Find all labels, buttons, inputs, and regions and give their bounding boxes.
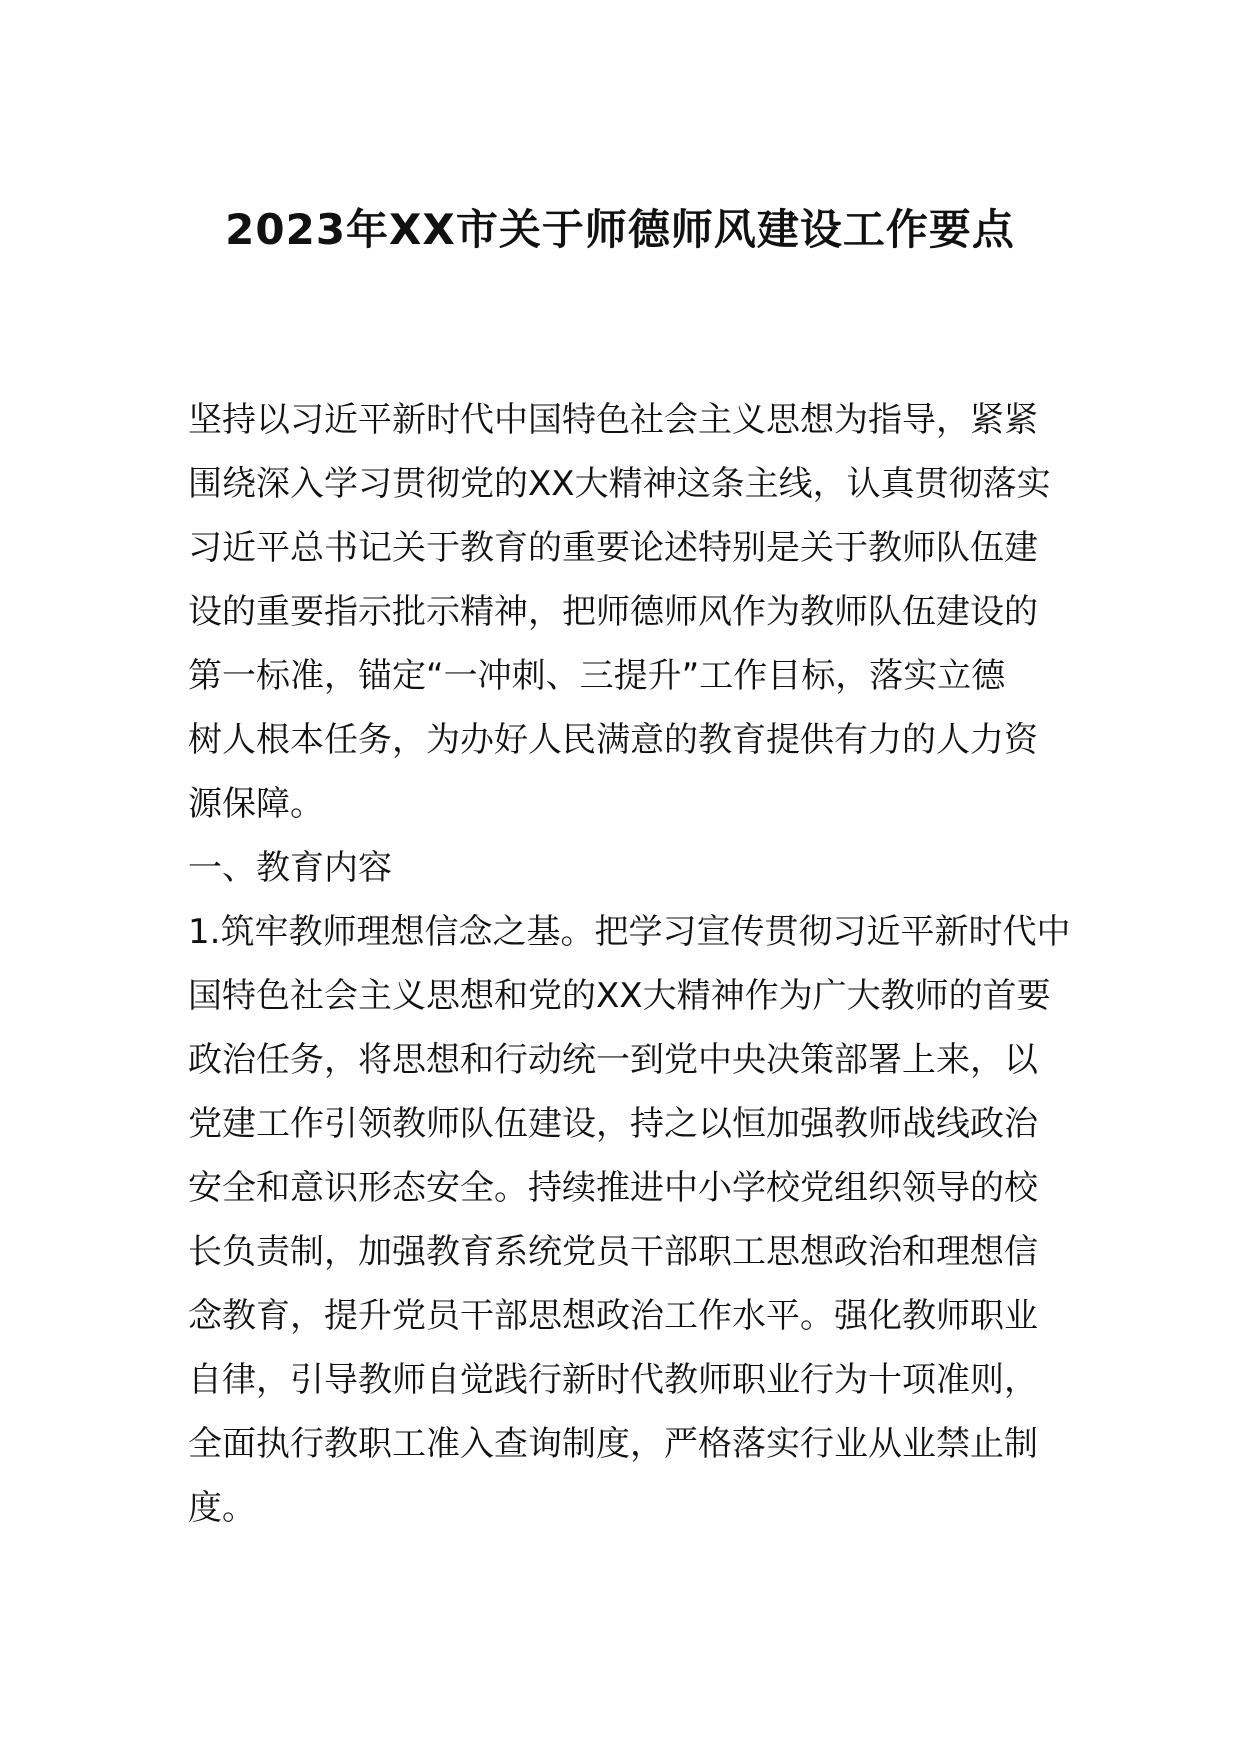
item-1-line-5: 安全和意识形态安全。持续推进中小学校党组织领导的校	[188, 1168, 1038, 1208]
item-1-line-6: 长负责制，加强教育系统党员干部职工思想政治和理想信	[188, 1232, 1038, 1272]
intro-line-5: 第一标准，锚定“一冲刺、三提升”工作目标，落实立德	[188, 656, 1006, 696]
item-1-line-1: 1.筑牢教师理想信念之基。把学习宣传贯彻习近平新时代中	[188, 912, 1071, 952]
section-heading: 一、教育内容	[188, 848, 392, 888]
intro-line-7: 源保障。	[188, 784, 324, 824]
document-title: 2023年XX市关于师德师风建设工作要点	[225, 205, 1015, 254]
intro-line-6: 树人根本任务，为办好人民满意的教育提供有力的人力资	[188, 720, 1038, 760]
document-body	[188, 388, 1071, 1540]
item-1-line-4: 党建工作引领教师队伍建设，持之以恒加强教师战线政治	[188, 1104, 1038, 1144]
item-1-line-8: 自律，引导教师自觉践行新时代教师职业行为十项准则，	[188, 1360, 1038, 1400]
item-1-line-7: 念教育，提升党员干部思想政治工作水平。强化教师职业	[188, 1296, 1038, 1336]
intro-line-2: 围绕深入学习贯彻党的XX大精神这条主线，认真贯彻落实	[188, 464, 1051, 504]
item-1-line-9: 全面执行教职工准入查询制度，严格落实行业从业禁止制	[188, 1424, 1038, 1464]
intro-line-4: 设的重要指示批示精神，把师德师风作为教师队伍建设的	[188, 592, 1038, 632]
intro-line-3: 习近平总书记关于教育的重要论述特别是关于教师队伍建	[188, 528, 1038, 568]
intro-line-1: 坚持以习近平新时代中国特色社会主义思想为指导，紧紧	[188, 400, 1038, 440]
item-1-line-2: 国特色社会主义思想和党的XX大精神作为广大教师的首要	[188, 976, 1051, 1016]
item-1-line-10: 度。	[188, 1488, 256, 1528]
item-1-line-3: 政治任务，将思想和行动统一到党中央决策部署上来，以	[188, 1040, 1038, 1080]
